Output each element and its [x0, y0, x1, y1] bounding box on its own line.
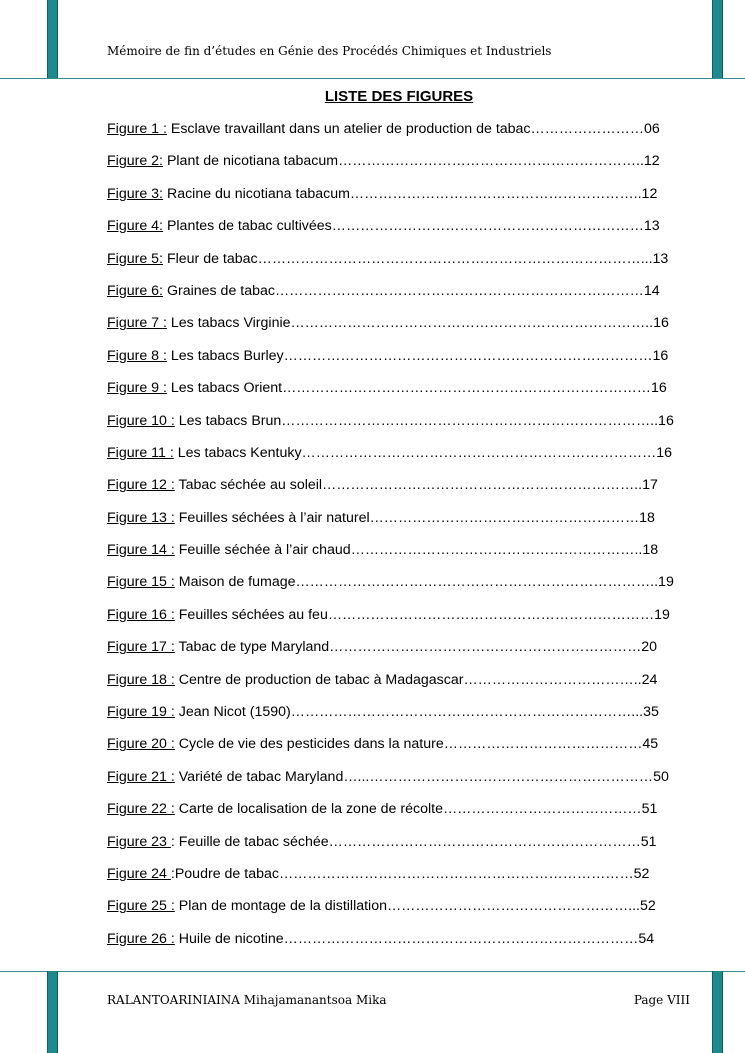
- figure-entry: [107, 216, 692, 248]
- figure-label: Figure 19 :: [107, 704, 175, 721]
- figure-entry: [107, 378, 692, 410]
- figure-entry: [107, 864, 692, 896]
- figure-entry: [107, 119, 692, 151]
- figure-entry: [107, 443, 692, 475]
- figure-title: Racine du nicotiana tabacum……………………………………………………..12: [163, 185, 658, 202]
- figure-title: Jean Nicot (1590)………………………………………………………………...35: [174, 704, 659, 721]
- figure-label: Figure 7 :: [107, 315, 167, 332]
- figure-label: Figure 16 :: [107, 606, 175, 623]
- figure-title: Centre de production de tabac à Madagascar………………………………..24: [174, 671, 658, 688]
- figure-title: Esclave travaillant dans un atelier de production de tabac……………………06: [166, 121, 660, 137]
- figure-label: Figure 15 :: [107, 574, 175, 591]
- figure-entry: [107, 540, 692, 572]
- figure-entry: [107, 249, 692, 281]
- figure-entry: [107, 702, 692, 734]
- figure-title: Fleur de tabac………………………………………………………………………...13: [163, 250, 669, 267]
- header-title: Mémoire de fin d’études en Génie des Procédés Chimiques et Industriels: [107, 44, 552, 58]
- figure-entry: [107, 313, 692, 345]
- footer-left-bar: [47, 971, 58, 1053]
- figure-title: Carte de localisation de la zone de récolte……………………………………51: [174, 801, 658, 818]
- figure-label: Figure 1 :: [107, 121, 167, 137]
- figure-entry: [107, 929, 692, 961]
- figure-title: Maison de fumage…………………………………………………………………..19: [174, 574, 674, 591]
- figure-entry: [107, 184, 692, 216]
- footer-right-bar: [712, 971, 723, 1053]
- figure-label: Figure 22 :: [107, 801, 175, 818]
- figure-label: Figure 11 :: [107, 444, 174, 461]
- figure-label: Figure 24: [107, 865, 171, 882]
- figure-title: Plantes de tabac cultivées…………………………………………………………13: [163, 218, 660, 235]
- figure-list: [107, 119, 692, 961]
- figure-title: Feuilles séchées à l’air naturel…………………………………………………18: [174, 509, 655, 526]
- figure-entry: [107, 799, 692, 831]
- figure-label: Figure 18 :: [107, 671, 175, 688]
- figure-entry: [107, 281, 692, 313]
- figure-label: Figure 5:: [107, 250, 163, 267]
- footer-page-number: Page VIII: [633, 993, 690, 1007]
- figure-label: Figure 17 :: [107, 639, 175, 656]
- figure-label: Figure 2:: [107, 153, 163, 170]
- figure-title: Tabac de type Maryland…………………………………………………………20: [174, 639, 658, 656]
- figure-title: Tabac séchée au soleil…………………………………………………………..17: [174, 477, 658, 494]
- figure-label: Figure 23: [107, 833, 171, 850]
- figure-entry: [107, 572, 692, 604]
- figure-title: Feuille séchée à l’air chaud……………………………………………………..18: [174, 542, 659, 559]
- figure-title: Les tabacs Kentuky…………………………………………………………………16: [173, 444, 673, 461]
- figure-label: Figure 8 :: [107, 347, 167, 364]
- header-left-bar: [47, 0, 58, 78]
- figure-entry: [107, 734, 692, 766]
- figure-label: Figure 20 :: [107, 736, 175, 753]
- footer-rule: [0, 971, 745, 972]
- figure-title: Feuilles séchées au feu……………………………………………………………19: [174, 606, 670, 623]
- figure-label: Figure 13 :: [107, 509, 175, 526]
- figure-entry: [107, 605, 692, 637]
- figure-label: Figure 4:: [107, 218, 163, 235]
- figure-label: Figure 26 :: [107, 930, 175, 947]
- figure-title: :Poudre de tabac…………………………………………………………………52: [170, 865, 650, 882]
- figure-title: Cycle de vie des pesticides dans la nature……………………………………45: [174, 736, 659, 753]
- figure-entry: [107, 896, 692, 928]
- page-title: LISTE DES FIGURES: [324, 88, 474, 105]
- figure-title: Plan de montage de la distillation……………………………………………...52: [174, 898, 656, 915]
- figure-label: Figure 10 :: [107, 412, 175, 429]
- figure-entry: [107, 151, 692, 183]
- figure-label: Figure 9 :: [107, 380, 167, 397]
- figure-entry: [107, 475, 692, 507]
- figure-entry: [107, 411, 692, 443]
- figure-entry: [107, 637, 692, 669]
- figure-title: Les tabacs Burley……………………………………………………………………16: [166, 347, 669, 364]
- figure-title: Variété de tabac Maryland…...……………………………………………………50: [174, 768, 669, 785]
- figure-title: Les tabacs Orient……………………………………………………………………16: [166, 380, 667, 397]
- header-rule: [0, 78, 745, 79]
- figure-title: Plant de nicotiana tabacum………………………………………………………..12: [163, 153, 660, 170]
- figure-title: : Feuille de tabac séchée…………………………………………………………51: [170, 833, 657, 850]
- footer-author: RALANTOARINIAINA Mihajamanantsoa Mika: [107, 993, 387, 1007]
- figure-label: Figure 12 :: [107, 477, 175, 494]
- figure-entry: [107, 832, 692, 864]
- figure-entry: [107, 670, 692, 702]
- figure-entry: [107, 767, 692, 799]
- figure-title: Les tabacs Brun……………………………………………………………………..16: [174, 412, 674, 429]
- figure-title: Graines de tabac……………………………………………………………………14: [163, 282, 660, 299]
- figure-entry: [107, 346, 692, 378]
- figure-label: Figure 25 :: [107, 898, 175, 915]
- figure-label: Figure 21 :: [107, 768, 175, 785]
- figure-title: Huile de nicotine…………………………………………………………………54: [174, 930, 655, 947]
- figure-entry: [107, 508, 692, 540]
- figure-label: Figure 6:: [107, 282, 163, 299]
- header-right-bar: [712, 0, 723, 78]
- figure-label: Figure 3:: [107, 185, 163, 202]
- figure-title: Les tabacs Virginie…………………………………………………………………..16: [166, 315, 669, 332]
- figure-label: Figure 14 :: [107, 542, 175, 559]
